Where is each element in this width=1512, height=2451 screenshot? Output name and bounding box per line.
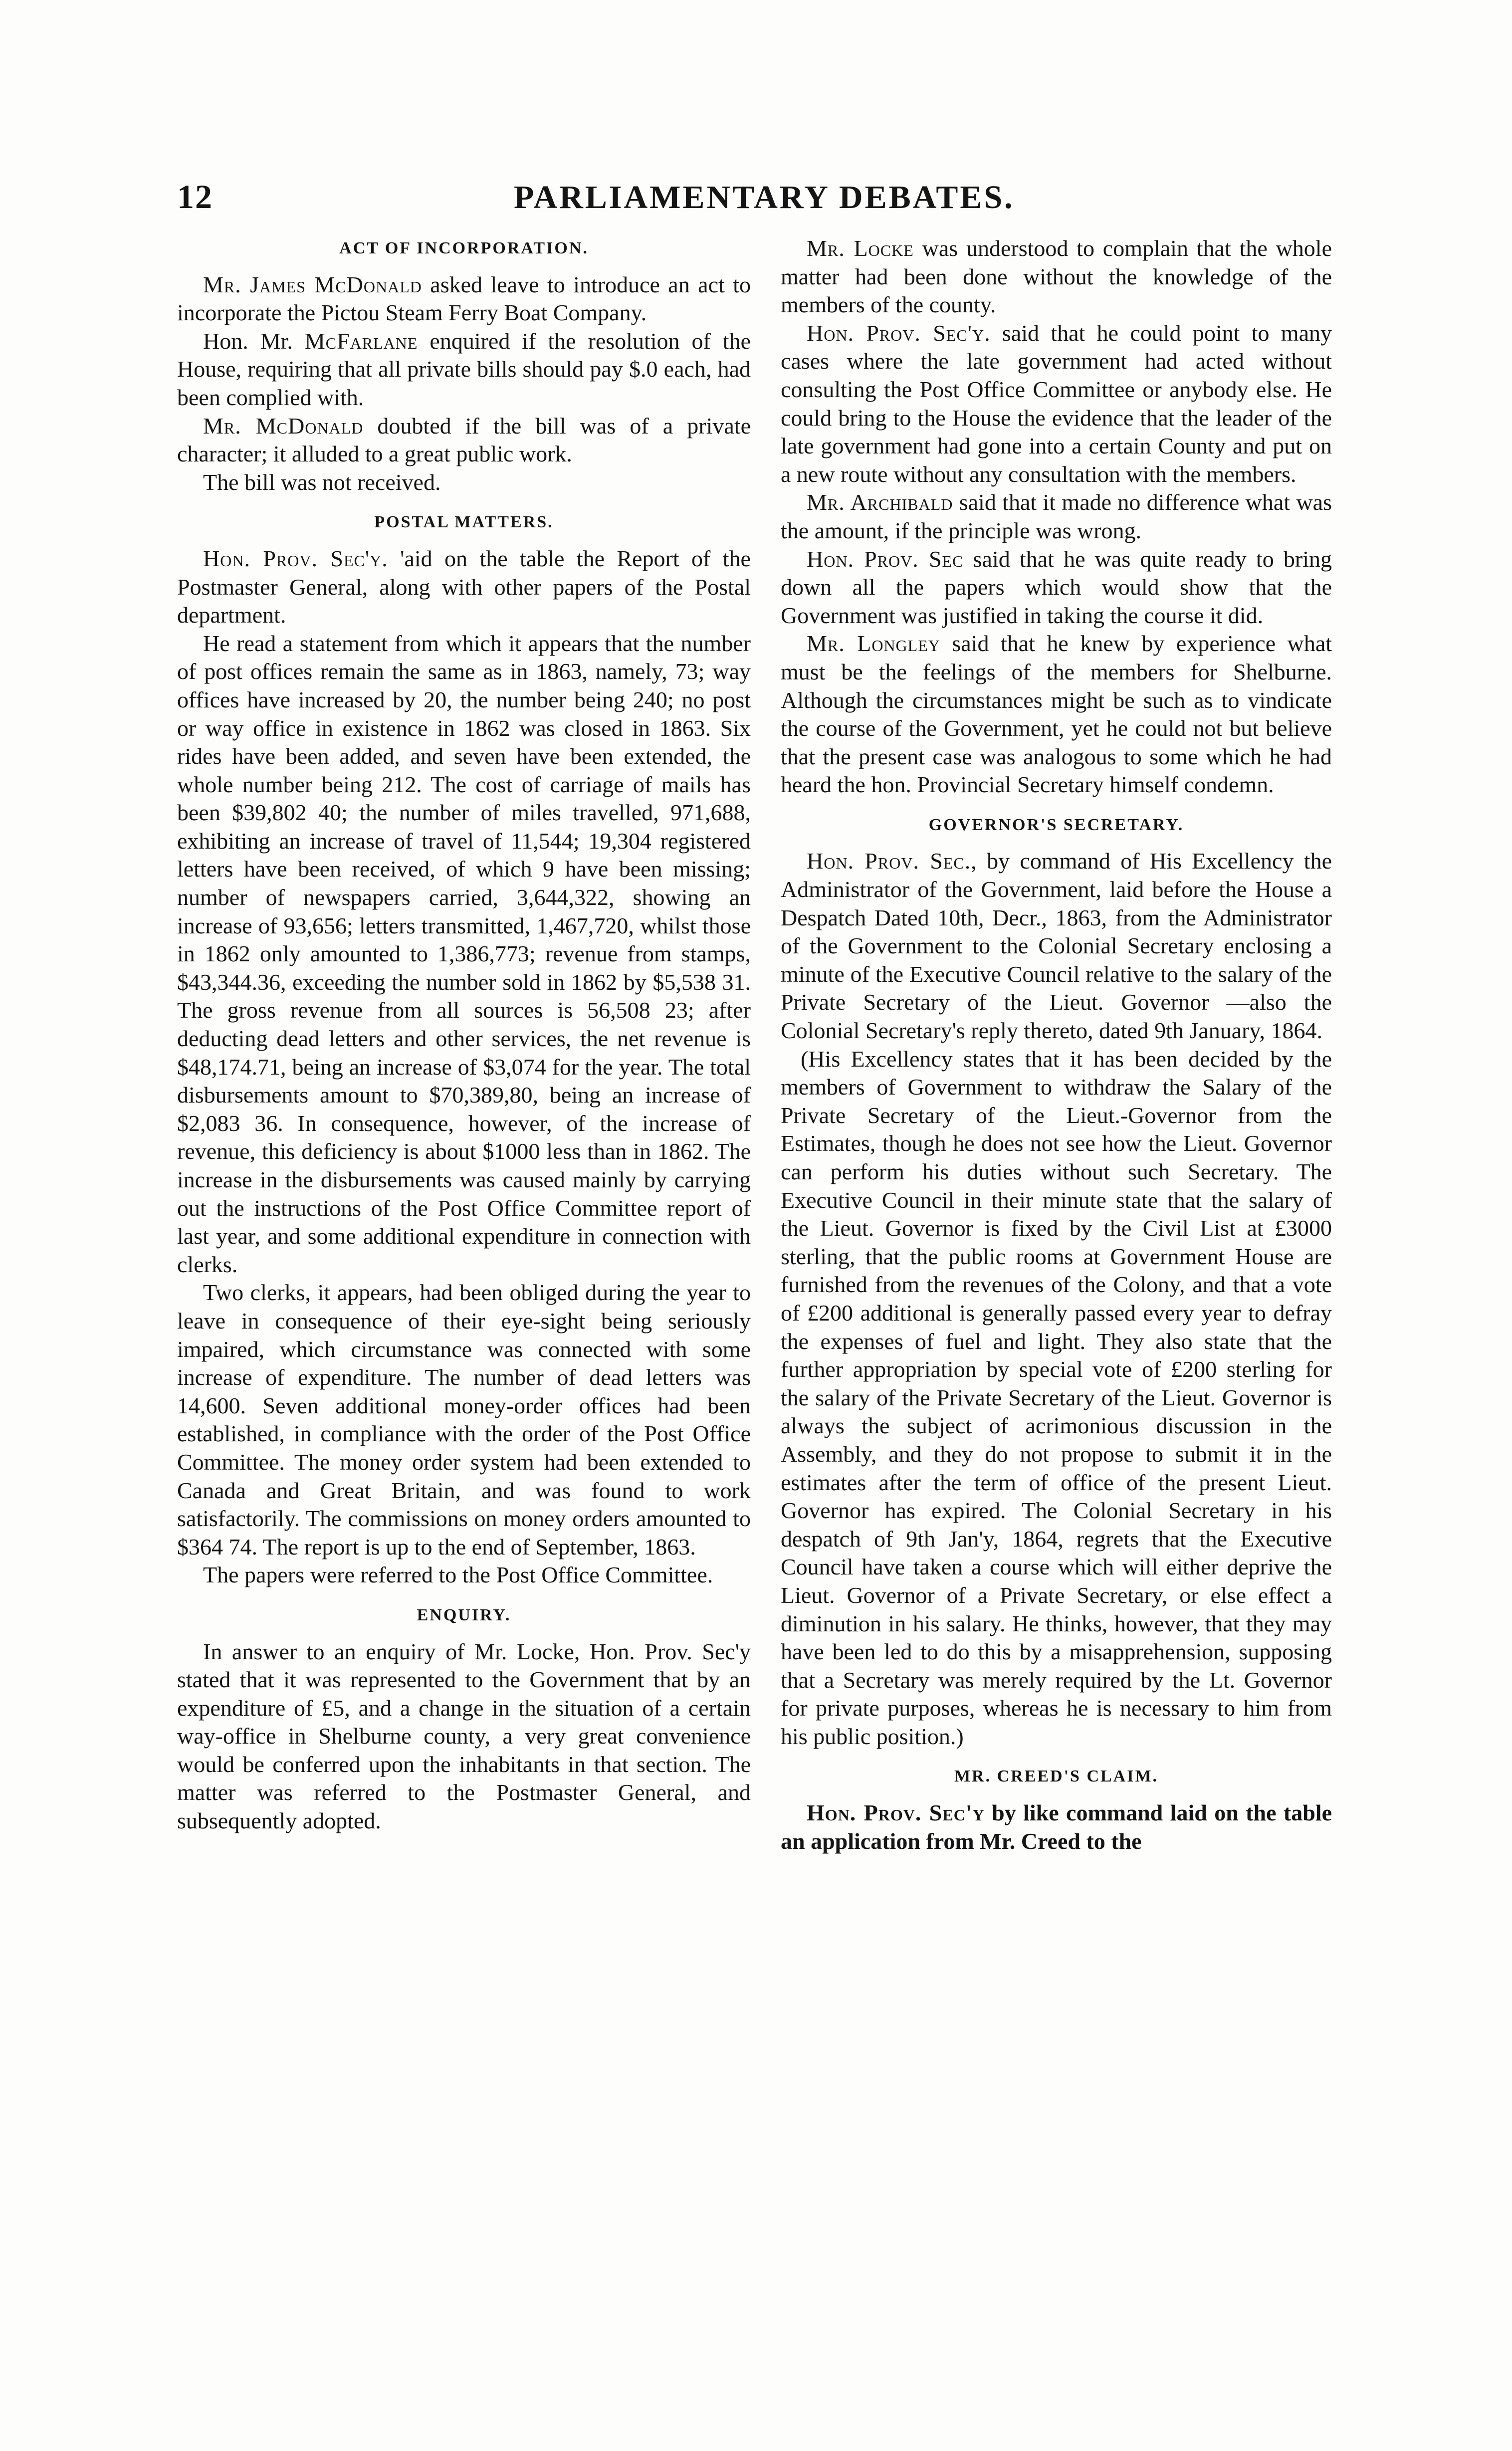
speaker-name: Hon. Prov. Sec'y. bbox=[807, 320, 991, 346]
paragraph bbox=[177, 271, 751, 327]
paragraph-text: enquired if the resolution of the House, requiring that all private bills should pay $.0 each, had been complied with. bbox=[177, 328, 751, 410]
left-column bbox=[177, 234, 751, 1835]
paragraph bbox=[781, 1799, 1332, 1855]
speaker-prefix: Hon. Mr. bbox=[203, 328, 305, 354]
speaker-name: Mr. Longley bbox=[807, 631, 940, 657]
paragraph bbox=[177, 412, 751, 468]
right-column bbox=[781, 234, 1332, 1855]
speaker-name: Hon. Prov. Sec'y. bbox=[203, 545, 388, 571]
paragraph: The bill was not received. bbox=[203, 469, 441, 495]
paragraph bbox=[781, 545, 1332, 630]
paragraph bbox=[781, 847, 1332, 1045]
speaker-name: Mr. McDonald bbox=[203, 413, 364, 439]
paragraph-text: was understood to complain that the whole matter had been done without the knowledge of the members of the county. bbox=[781, 235, 1332, 318]
paragraph-text: by like command laid on the table an application from Mr. Creed to the bbox=[781, 1800, 1332, 1854]
paragraph-text: said that he could point to many cases where the late government had acted without consulting the Post Office Committee or anybody else. He could bring to the House the evidence that the leader of the late government had gone into a certain County and put on a new route without any consultation with the members. bbox=[781, 320, 1332, 487]
paragraph: He read a statement from which it appears that the number of post offices remain the same as in 1863, namely, 73; way offices have increased by 20, the number being 240; no post or way office in existence in 1862 was closed in 1863. Six rides have been added, and seven have been extended, the whole number being 212. The cost of carriage of mails has been $39,802 40; the number of miles travelled, 971,688, exhibiting an increase of travel of 11,544; 19,304 registered letters have been received, of which 9 have been missing; number of newspapers carried, 3,644,322, showing an increase of 93,656; letters transmitted, 1,467,720, whilst those in 1862 only amounted to 1,386,773; revenue from stamps, $43,344.36, exceeding the number sold in 1862 by $5,538 31. The gross revenue from all sources is 56,508 23; after deducting dead letters and other services, the net revenue is $48,174.71, being an increase of $3,074 for the year. The total disbursements amount to $70,389,80, being an increase of $2,083 36. In consequence, however, of the increase of revenue, this deficiency is about $1000 less than in 1862. The increase in the disbursements was caused mainly by carrying out the instructions of the Post Office Committee report of last year, and some additional expenditure in connection with clerks. bbox=[177, 630, 751, 1277]
section-heading-mr-creeds-claim: MR. CREED'S CLAIM. bbox=[954, 1767, 1159, 1786]
paragraph bbox=[177, 327, 751, 412]
paragraph-text: 'aid on the table the Report of the Postmaster General, along with other papers of the Postal department. bbox=[177, 545, 751, 628]
paragraph-text: said that he was quite ready to bring down all the papers which would show that the Government was justified in taking the course it did. bbox=[781, 546, 1332, 628]
speaker-name: Mr. Locke bbox=[807, 235, 914, 261]
section-heading-enquiry: ENQUIRY. bbox=[417, 1605, 511, 1624]
paragraph: (His Excellency states that it has been decided by the members of Government to withdraw the Salary of the Private Secretary of the Lieut.-Governor from the Estimates, though he does not see how the Lieut. Governor can perform his duties without such Secretary. The Executive Council in their minute state that the salary of the Lieut. Governor is fixed by the Civil List at £3000 sterling, that the public rooms at Government House are furnished from the revenues of the Colony, and that a vote of £200 additional is generally passed every year to defray the expenses of fuel and light. They also state that the further appropriation by special vote of £200 sterling for the salary of the Private Secretary of the Lieut. Governor is always the subject of acrimonious discussion in the Assembly, and they do not propose to submit it in the estimates after the term of office of the present Lieut. Governor has expired. The Colonial Secretary in his despatch of 9th Jan'y, 1864, regrets that the Executive Council have taken a course which will either deprive the Lieut. Governor of a Private Secretary, or else effect a diminution in his salary. He thinks, however, that they may have been led to do this by a misapprehension, supposing that a Secretary was merely required by the Lt. Governor for private purposes, whereas he is necessary to him from his public position.) bbox=[781, 1046, 1332, 1749]
section-heading-act-of-incorporation: ACT OF INCORPORATION. bbox=[339, 239, 589, 257]
speaker-name: Hon. Prov. Sec. bbox=[807, 848, 971, 874]
paragraph: Two clerks, it appears, had been obliged during the year to leave in consequence of their eye-sight being seriously impaired, which circumstance was connected with some increase of expenditure. The number of dead letters was 14,600. Seven additional money-order offices had been established, in compliance with the order of the Post Office Committee. The money order system had been extended to Canada and Great Britain, and was found to work satisfactorily. The commissions on money orders amounted to $364 74. The report is up to the end of September, 1863. bbox=[177, 1280, 751, 1560]
speaker-name: Mr. Archibald bbox=[807, 489, 953, 515]
speaker-name: McFarlane bbox=[304, 328, 418, 354]
speaker-name: Hon. Prov. Sec bbox=[807, 546, 964, 572]
section-heading-postal-matters: POSTAL MATTERS. bbox=[374, 513, 554, 532]
paragraph bbox=[781, 488, 1332, 545]
paragraph-text: doubted if the bill was of a private character; it alluded to a great public work. bbox=[177, 413, 751, 467]
running-title: PARLIAMENTARY DEBATES. bbox=[514, 179, 1015, 216]
paragraph bbox=[177, 545, 751, 630]
speaker-name: Hon. Prov. Sec'y bbox=[807, 1800, 985, 1826]
speaker-name: Mr. James McDonald bbox=[203, 271, 422, 297]
paragraph bbox=[781, 319, 1332, 489]
paragraph-text: , by command of His Excellency the Administrator of the Government, laid before the House a Despatch Dated 10th, Decr., 1863, from the Administrator of the Government to the Colonial Secretary enclosing a minute of the Executive Council relative to the salary of the Private Secretary of the Lieut. Governor —also the Colonial Secretary's reply thereto, dated 9th January, 1864. bbox=[781, 848, 1332, 1044]
page-number: 12 bbox=[177, 178, 213, 216]
section-heading-governors-secretary: GOVERNOR'S SECRETARY. bbox=[928, 815, 1184, 834]
paragraph-text: asked leave to introduce an act to incorporate the Pictou Steam Ferry Boat Company. bbox=[177, 271, 751, 326]
paragraph: The papers were referred to the Post Office Committee. bbox=[203, 1562, 713, 1588]
paragraph-text: said that it made no difference what was the amount, if the principle was wrong. bbox=[781, 489, 1332, 543]
paragraph bbox=[781, 234, 1332, 319]
paragraph: In answer to an enquiry of Mr. Locke, Hon. Prov. Sec'y stated that it was represented to the Government that by an expenditure of £5, and a change in the situation of a certain way-office in Shelburne county, a very great convenience would be conferred upon the inhabitants in that section. The matter was referred to the Postmaster General, and subsequently adopted. bbox=[177, 1638, 751, 1834]
paragraph-text: said that he knew by experience what must be the feelings of the members for Shelburne. Although the circumstances might be such as to vindicate the course of the Government, yet he could not but believe that the present case was analogous to some which he had heard the hon. Provincial Secretary himself condemn. bbox=[781, 631, 1332, 798]
paragraph bbox=[781, 630, 1332, 799]
